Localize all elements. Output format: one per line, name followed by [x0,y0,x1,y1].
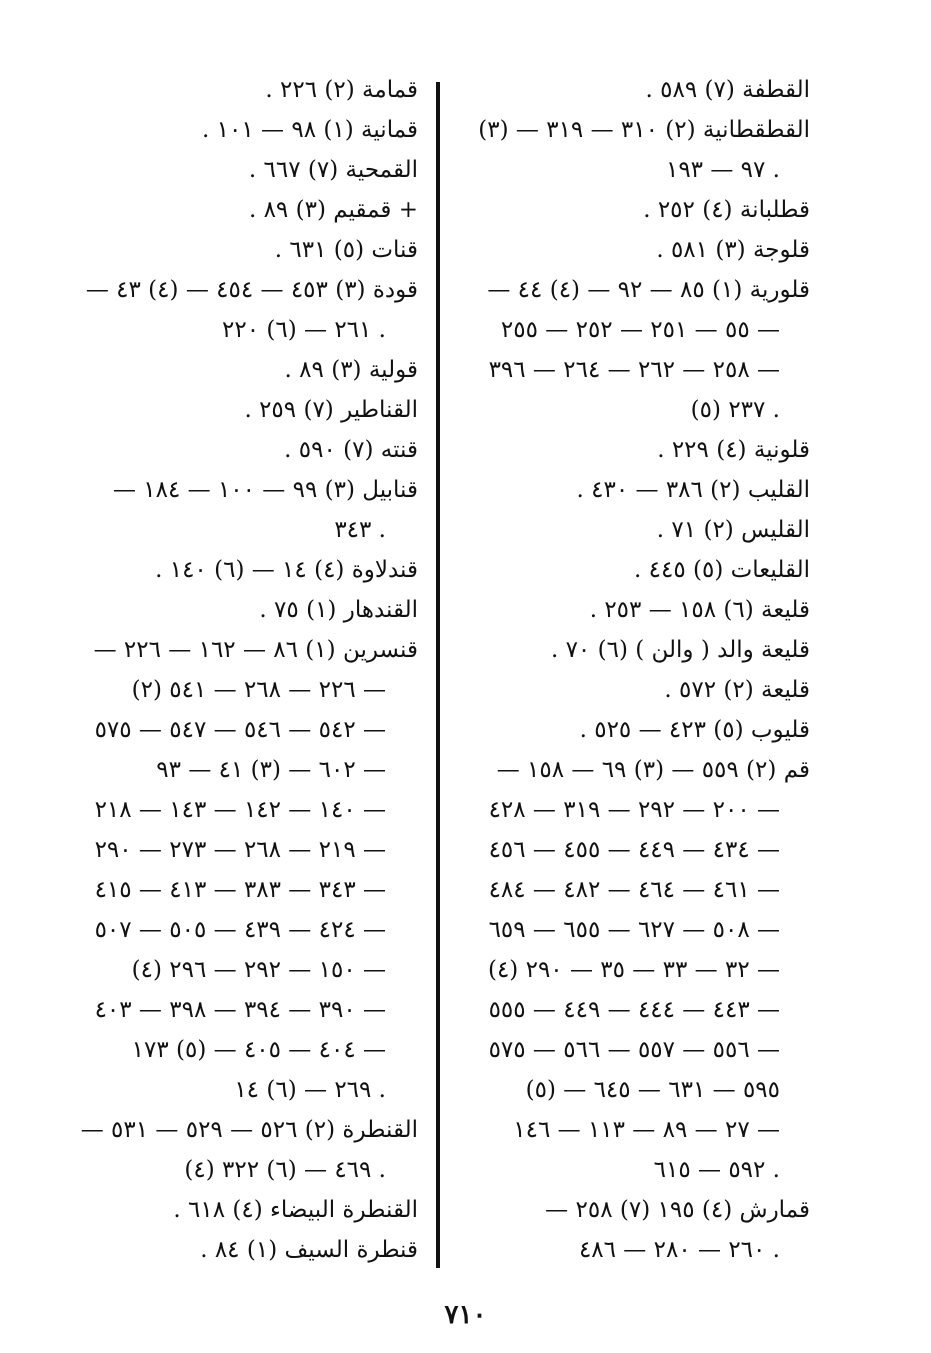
index-entry: قنات (٥) ٦٣١ . [274,237,418,263]
index-entry: (٥) ٢٣٧ . [690,397,780,423]
index-entry: قولية (٣) ٨٩ . [284,357,418,383]
index-entry: قنطرة السيف (١) ٨٤ . [200,1237,418,1263]
index-entry: قنته (٧) ٥٩٠ . [284,437,418,463]
index-entry: قطلبانة (٤) ٢٥٢ . [643,197,810,223]
index-entry: + قمقيم (٣) ٨٩ . [248,197,418,223]
index-entry: ٢٦٩ — (٦) ١٤ . [234,1077,386,1103]
index-entry: ٥٤٢ — ٥٤٦ — ٥٤٧ — ٥٧٥ — [94,717,386,743]
index-entry: ٢١٩ — ٢٦٨ — ٢٧٣ — ٢٩٠ — [94,837,386,863]
index-entry: قليعة (٦) ١٥٨ — ٢٥٣ . [589,597,810,623]
index-entry: القندهار (١) ٧٥ . [259,597,418,623]
index-entry: (٢) ٢٢٦ — ٢٦٨ — ٥٤١ — [131,677,386,703]
index-entry: قم (٢) ٥٥٩ — (٣) ٦٩ — ١٥٨ — [496,757,810,783]
index-entry: قنابيل (٣) ٩٩ — ١٠٠ — ١٨٤ — [112,477,418,503]
index-entry: قلورية (١) ٨٥ — ٩٢ — (٤) ٤٤ — [487,277,810,303]
index-entry: القناطير (٧) ٢٥٩ . [244,397,418,423]
index-entry: ٤٠٤ — ٤٠٥ — (٥) ١٧٣ — [131,1037,386,1063]
index-entry: قودة (٣) ٤٥٣ — ٤٥٤ — (٤) ٤٣ — [85,277,418,303]
index-entry: القنطرة (٢) ٥٢٦ — ٥٢٩ — ٥٣١ — [80,1117,418,1143]
index-entry: القليب (٢) ٣٨٦ — ٤٣٠ . [576,477,810,503]
index-entry: قليعة والد ( والن ) (٦) ٧٠ . [550,637,810,663]
index-entry: ٥٩٢ — ٦١٥ . [653,1157,780,1183]
index-entry: ٢٧ — ٨٩ — ١١٣ — ١٤٦ — [513,1117,780,1143]
index-entry: قندلاوة (٤) ١٤ — (٦) ١٤٠ . [155,557,418,583]
index-entry: القمحية (٧) ٦٦٧ . [248,157,418,183]
index-entry: قلوجة (٣) ٥٨١ . [656,237,810,263]
index-entry: قليوب (٥) ٤٢٣ — ٥٢٥ . [579,717,810,743]
index-entry: قمارش (٤) ١٩٥ (٧) ٢٥٨ — [545,1197,810,1223]
index-entry: ٤٣٤ — ٤٤٩ — ٤٥٥ — ٤٥٦ — [488,837,780,863]
index-entry: ٣٤٣ . [334,517,386,543]
index-entry: ٢٥٨ — ٢٦٢ — ٢٦٤ — ٣٩٦ — [488,357,780,383]
column-divider [436,82,440,1268]
index-entry: ٥٠٨ — ٦٢٧ — ٦٥٥ — ٦٥٩ — [488,917,780,943]
index-entry: ٩٧ — ١٩٣ . [665,157,780,183]
index-entry: ٥٩٥ — ٦٣١ — ٦٤٥ — (٥) [525,1077,780,1103]
index-entry: قليعة (٢) ٥٧٢ . [664,677,810,703]
index-entry: القطقطانية (٢) ٣١٠ — ٣١٩ — (٣) [478,117,810,143]
index-entry: ٥٥٦ — ٥٥٧ — ٥٦٦ — ٥٧٥ — [488,1037,780,1063]
index-entry: ٢٦٠ — ٢٨٠ — ٤٨٦ . [578,1237,780,1263]
index-entry: ٦٠٢ — (٣) ٤١ — ٩٣ — [156,757,386,783]
index-entry: القليس (٢) ٧١ . [656,517,810,543]
index-entry: ٤٤٣ — ٤٤٤ — ٤٤٩ — ٥٥٥ — [488,997,780,1023]
index-entry: قنسرين (١) ٨٦ — ١٦٢ — ٢٢٦ — [93,637,418,663]
index-entry: قمامة (٢) ٢٢٦ . [265,77,418,103]
index-entry: (٤) ٤٦٩ — (٦) ٣٢٢ . [184,1157,386,1183]
index-entry: (٤) ١٥٠ — ٢٩٢ — ٢٩٦ — [131,957,386,983]
index-entry: (٤) ٣٢ — ٣٣ — ٣٥ — ٢٩٠ — [487,957,780,983]
index-entry: القليعات (٥) ٤٤٥ . [634,557,810,583]
index-entry: ٢٠٠ — ٢٩٢ — ٣١٩ — ٤٢٨ — [488,797,780,823]
index-entry: ٤٢٤ — ٤٣٩ — ٥٠٥ — ٥٠٧ — [94,917,386,943]
index-entry: قلونية (٤) ٢٢٩ . [657,437,810,463]
index-entry: ٥٥ — ٢٥١ — ٢٥٢ — ٢٥٥ — [500,317,780,343]
index-entry: ٣٩٠ — ٣٩٤ — ٣٩٨ — ٤٠٣ — [94,997,386,1023]
index-entry: ٢٦١ — (٦) ٢٢٠ . [221,317,386,343]
page-number: ٧١٠ [444,1300,487,1330]
index-entry: ٣٤٣ — ٣٨٣ — ٤١٣ — ٤١٥ — [94,877,386,903]
index-entry: قمانية (١) ٩٨ — ١٠١ . [202,117,418,143]
index-entry: القنطرة البيضاء (٤) ٦١٨ . [173,1197,418,1223]
index-entry: القطفة (٧) ٥٨٩ . [645,77,810,103]
index-entry: ١٤٠ — ١٤٢ — ١٤٣ — ٢١٨ — [94,797,386,823]
index-entry: ٤٦١ — ٤٦٤ — ٤٨٢ — ٤٨٤ — [488,877,780,903]
